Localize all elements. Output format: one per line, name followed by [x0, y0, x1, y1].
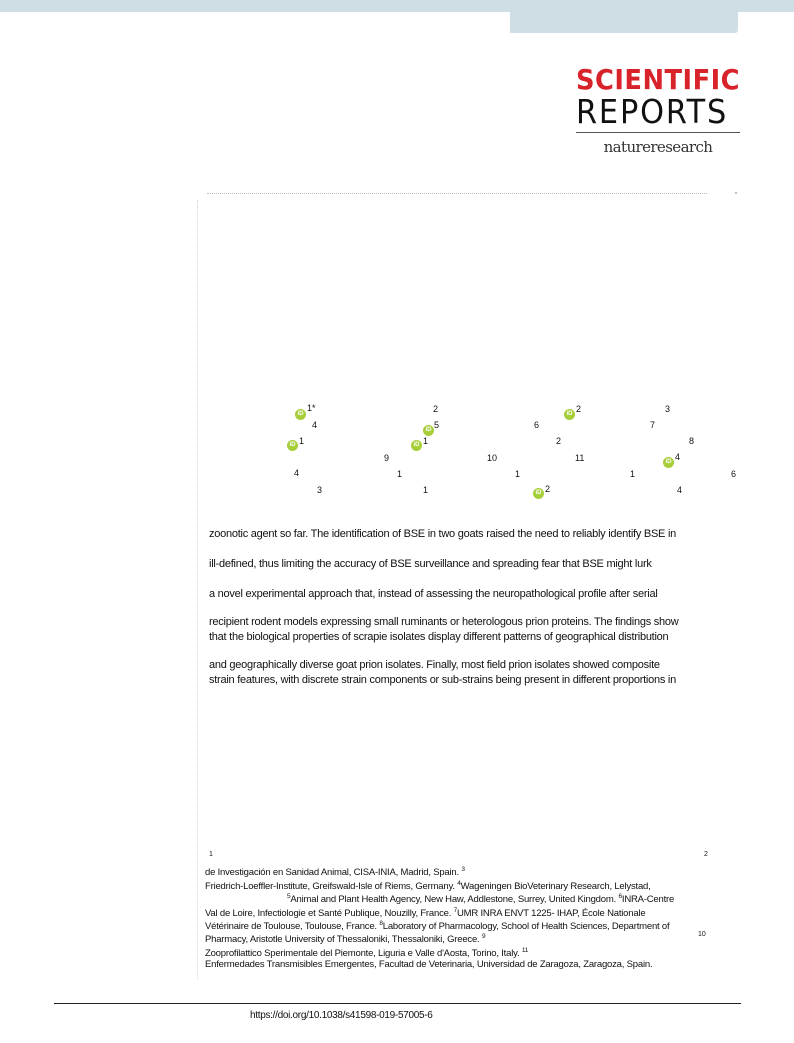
- journal-logo: [576, 63, 741, 156]
- abstract-line: and geographically diverse goat prion isolates. Finally, most field prion isolates showed composite: [209, 659, 660, 671]
- author-affiliation-marker: 10: [487, 453, 498, 463]
- author-affiliation-marker: 4: [294, 468, 300, 478]
- orcid-icon[interactable]: iD: [564, 409, 575, 420]
- abstract-line: that the biological properties of scrapie isolates display different patterns of geographical distribution: [209, 631, 669, 643]
- author-affiliation-marker: 11: [575, 453, 585, 463]
- author-affiliation-marker: 1*: [307, 403, 316, 413]
- author-affiliation-marker: 8: [689, 436, 695, 446]
- author-affiliation-marker: 1: [423, 485, 429, 495]
- top-tab: [510, 12, 738, 33]
- author-affiliation-marker: 6: [731, 469, 737, 479]
- author-affiliation-marker: 2: [545, 484, 551, 494]
- author-affiliation-marker: 7: [650, 420, 656, 430]
- author-affiliation-marker: 4: [677, 485, 683, 495]
- affiliation-number: 10: [698, 931, 706, 938]
- orcid-icon[interactable]: iD: [663, 457, 674, 468]
- author-affiliation-marker: 1: [515, 469, 521, 479]
- affiliation-number: 1: [209, 851, 213, 858]
- abstract-line: recipient rodent models expressing small ruminants or heterologous prion proteins. The findings show: [209, 616, 679, 628]
- affiliation-line: Pharmacy, Aristotle University of Thessaloniki, Thessaloniki, Greece. $^9$: [205, 933, 486, 945]
- author-affiliation-marker: 4: [312, 420, 318, 430]
- footer-rule: [54, 1003, 741, 1004]
- author-affiliation-marker: 1: [397, 469, 403, 479]
- header-dot-end: [735, 192, 737, 194]
- affiliation-line: $^5$Animal and Plant Health Agency, New Haw, Addlestone, Surrey, United Kingdom. $^6$INRA-Centre: [287, 893, 675, 905]
- affiliation-number: 2: [704, 851, 708, 858]
- author-affiliation-marker: 2: [576, 404, 582, 414]
- header-dotted-rule: [207, 193, 707, 194]
- affiliation-line: de Investigación en Sanidad Animal, CISA-INIA, Madrid, Spain. $^3$: [205, 866, 465, 878]
- abstract-line: ill-defined, thus limiting the accuracy of BSE surveillance and spreading fear that BSE might lurk: [209, 558, 652, 570]
- author-affiliation-marker: 5: [434, 420, 440, 430]
- top-bar: [0, 0, 794, 12]
- orcid-icon[interactable]: iD: [533, 488, 544, 499]
- author-affiliation-marker: 2: [433, 404, 439, 414]
- author-affiliation-marker: 2: [556, 436, 562, 446]
- abstract-line: a novel experimental approach that, instead of assessing the neuropathological profile after serial: [209, 588, 658, 600]
- journal-name-line1: SCIENTIFIC: [576, 63, 741, 96]
- abstract-line: strain features, with discrete strain components or sub-strains being present in different proportions in: [209, 674, 676, 686]
- author-affiliation-marker: 9: [384, 453, 390, 463]
- author-affiliation-marker: 3: [317, 485, 323, 495]
- author-affiliation-marker: 4: [675, 452, 681, 462]
- affiliation-line: Zooprofilattico Sperimentale del Piemonte, Liguria e Valle d'Aosta, Torino, Italy. $^{11}$: [205, 947, 529, 959]
- doi-link[interactable]: https://doi.org/10.1038/s41598-019-57005-6: [250, 1010, 433, 1021]
- orcid-icon[interactable]: iD: [295, 409, 306, 420]
- author-affiliation-marker: 3: [665, 404, 671, 414]
- publisher-name: natureresearch: [603, 138, 713, 156]
- affiliation-line: Enfermedades Transmisibles Emergentes, Facultad de Veterinaria, Universidad de Zaragoza, Zaragoza, Spain.: [205, 959, 653, 970]
- author-affiliation-marker: 1: [630, 469, 636, 479]
- orcid-icon[interactable]: iD: [411, 440, 422, 451]
- left-dotted-margin: [197, 200, 198, 980]
- author-affiliation-marker: 1: [423, 436, 429, 446]
- logo-divider: [576, 132, 740, 133]
- author-affiliation-marker: 6: [534, 420, 540, 430]
- author-affiliation-marker: 1: [299, 436, 305, 446]
- abstract-line: zoonotic agent so far. The identification of BSE in two goats raised the need to reliably identify BSE in: [209, 528, 677, 540]
- affiliation-line: Val de Loire, Infectiologie et Santé Publique, Nouzilly, France. $^7$UMR INRA ENVT 1225- IHAP, École Nationale: [205, 907, 646, 919]
- affiliation-line: Vétérinaire de Toulouse, Toulouse, France. $^8$Laboratory of Pharmacology, School of Health Sciences, Department of: [205, 920, 670, 932]
- journal-name-line2: REPORTS: [576, 92, 729, 131]
- orcid-icon[interactable]: iD: [423, 425, 434, 436]
- affiliation-line: Friedrich-Loeffler-Institute, Greifswald-Isle of Riems, Germany. $^4$Wageningen BioVeterinary Research, Lelystad,: [205, 880, 651, 892]
- orcid-icon[interactable]: iD: [287, 440, 298, 451]
